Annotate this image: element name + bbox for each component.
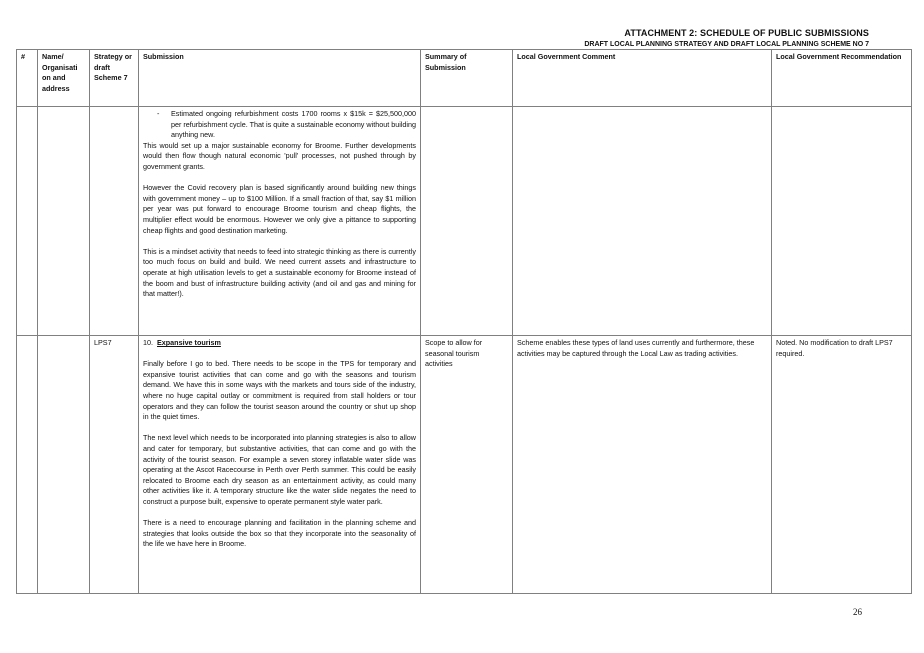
cell-strategy: LPS7	[90, 336, 139, 594]
cell-number	[17, 336, 38, 594]
heading-number: 10.	[143, 338, 153, 347]
col-header-name: Name/ Organisati on and address	[38, 50, 90, 107]
attachment-subtitle: DRAFT LOCAL PLANNING STRATEGY AND DRAFT LOCAL PLANNING SCHEME NO 7	[584, 41, 869, 48]
table-row	[17, 107, 912, 336]
cell-comment: Scheme enables these types of land uses currently and furthermore, these activities may be captured through the Local Law as trading activities.	[513, 336, 772, 594]
submission-paragraph: However the Covid recovery plan is based significantly around building new things with government money – up to $100 Million. If a small fraction of that, say $1 million per year was put forward to encourage Broome tourism and cheap flights, the multiplier effect would be enormous. However we only give a pittance to supporting cheap flights and good destination marketing.	[143, 183, 416, 235]
table-row	[17, 336, 912, 594]
cell-strategy	[90, 107, 139, 336]
submission-heading	[143, 338, 416, 349]
cell-recommendation: Noted. No modification to draft LPS7 required.	[772, 336, 912, 594]
col-header-summary: Summary of Submission	[421, 50, 513, 107]
heading-title: Expansive tourism	[157, 338, 221, 347]
cell-recommendation	[772, 107, 912, 336]
cell-name	[38, 107, 90, 336]
col-header-comment: Local Government Comment	[513, 50, 772, 107]
col-header-number: #	[17, 50, 38, 107]
bullet-dash: -	[157, 109, 160, 118]
cell-submission	[139, 107, 421, 336]
submission-paragraph: The next level which needs to be incorporated into planning strategies is also to allow and cater for temporary, but substantive activities, that can come and go with the activity of the tourist season. For example a seven storey inflatable water slide was operating at the Ascot Racecourse in Perth over Perth summer. This could be easily relocated to Broome each dry season as an entertainment activity, as could many other activities like it. A temporary structure like the water slide negates the need to construct a purpose built, expensive to operate permanent style water park.	[143, 433, 416, 506]
page-number: 26	[853, 607, 862, 617]
table-header-row	[17, 50, 912, 107]
submission-paragraph: This would set up a major sustainable economy for Broome. Further developments would then flow though natural economic 'pull' processes, not pushed through by government grants.	[143, 140, 416, 171]
bullet-item	[143, 109, 416, 141]
bullet-text: Estimated ongoing refurbishment costs 1700 rooms x $15k = $25,500,000 per refurbishment cycle. That is quite a sustainable economy without building anything new.	[171, 109, 416, 140]
cell-comment	[513, 107, 772, 336]
attachment-title: ATTACHMENT 2: SCHEDULE OF PUBLIC SUBMISSIONS	[624, 28, 869, 38]
cell-submission	[139, 336, 421, 594]
cell-number	[17, 107, 38, 336]
submission-paragraph: Finally before I go to bed. There needs to be scope in the TPS for temporary and expansive tourist activities that can come and go with the seasons and tourism demand. We have this in some ways with the markets and tours side of the industry, where no huge capital outlay or commitment is required from stall holders or tour operators and they can follow the tourist season around the country or shut up shop in the quiet times.	[143, 359, 416, 422]
cell-summary: Scope to allow for seasonal tourism activities	[421, 336, 513, 594]
cell-name	[38, 336, 90, 594]
submissions-table	[16, 49, 912, 594]
submission-paragraph: This is a mindset activity that needs to feed into strategic thinking as there is currently too much focus on build and build. We need current assets and infrastructure to operate at high utilisation levels to get a sustainable economy for Broome instead of the boom and bust of infrastructure building activity (and oil and gas and mining for that matter!).	[143, 246, 416, 299]
col-header-submission: Submission	[139, 50, 421, 107]
cell-summary	[421, 107, 513, 336]
col-header-strategy: Strategy or draft Scheme 7	[90, 50, 139, 107]
submission-paragraph: There is a need to encourage planning and facilitation in the planning scheme and strategies that looks outside the box so that they incorporate into the seasonality of the life we have here in Broome.	[143, 518, 416, 549]
col-header-recommendation: Local Government Recommendation	[772, 50, 912, 107]
